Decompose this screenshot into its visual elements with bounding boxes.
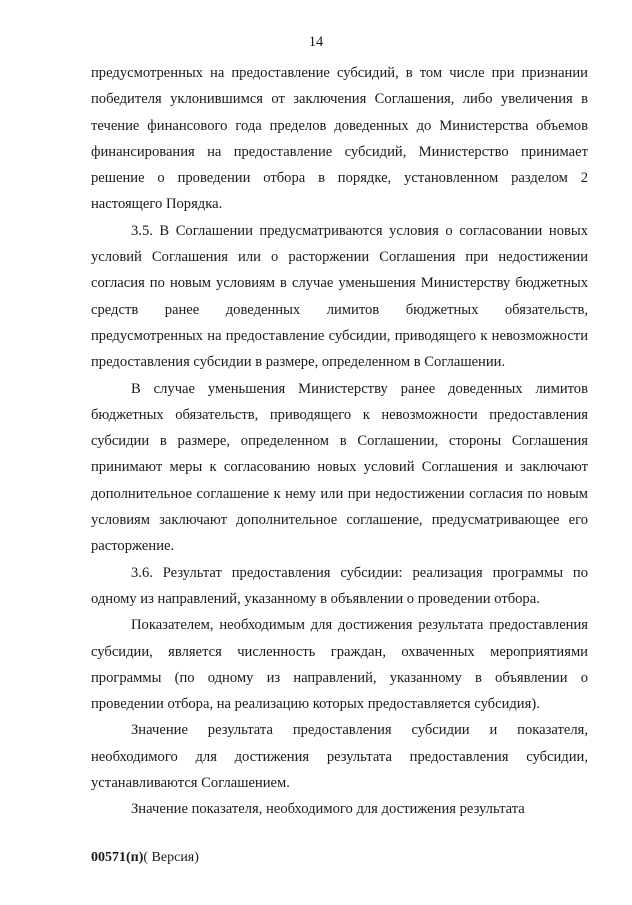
paragraph-3-6: 3.6. Результат предоставления субсидии: реализация программы по одному из направлений, указанному в объявлении о проведении отбора. xyxy=(91,564,588,607)
paragraph-budget-reduction: В случае уменьшения Министерству ранее доведенных лимитов бюджетных обязательств, приводящего к невозможности предоставления субсидии в размере, определенном в Соглашении, стороны Соглашения принимают меры к согласованию новых условий Соглашения и заключают дополнительное соглашение к нему или при недостижении согласия по новым условиям заключают дополнительное соглашение, предусматривающее его расторжение. xyxy=(91,380,588,555)
paragraph-continuation: предусмотренных на предоставление субсидий, в том числе при признании победителя уклонившимся от заключения Соглашения, либо увеличения в течение финансового года пределов доведенных до Министерства объемов финансирования на предоставление субсидий, Министерство принимает решение о проведении отбора в порядке, установленном разделом 2 настоящего Порядка. xyxy=(91,65,588,213)
paragraph-values-agreement: Значение результата предоставления субсидии и показателя, необходимого для достижения результата предоставления субсидии, устанавливаются Соглашением. xyxy=(91,722,588,792)
document-body xyxy=(91,60,588,823)
paragraph-indicator: Показателем, необходимым для достижения результата предоставления субсидии, является численность граждан, охваченных мероприятиями программы (по одному из направлений, указанному в объявлении о проведении отбора, на реализацию которых предоставляется субсидия). xyxy=(91,617,588,713)
document-code: 00571(п) xyxy=(91,850,144,865)
paragraph-3-5: 3.5. В Соглашении предусматриваются условия о согласовании новых условий Соглашения или о расторжении Соглашения при недостижении согласия по новым условиям в случае уменьшения Министерству бюджетных средств ранее доведенных лимитов бюджетных обязательств, предусмотренных на предоставление субсидии, приводящего к невозможности предоставления субсидии в размере, определенном в Соглашении. xyxy=(91,222,588,371)
page-number: 14 xyxy=(308,34,324,50)
paragraph-indicator-value: Значение показателя, необходимого для достижения результата xyxy=(131,801,525,818)
document-footer xyxy=(91,850,199,866)
document-version: ( Версия) xyxy=(143,850,199,865)
